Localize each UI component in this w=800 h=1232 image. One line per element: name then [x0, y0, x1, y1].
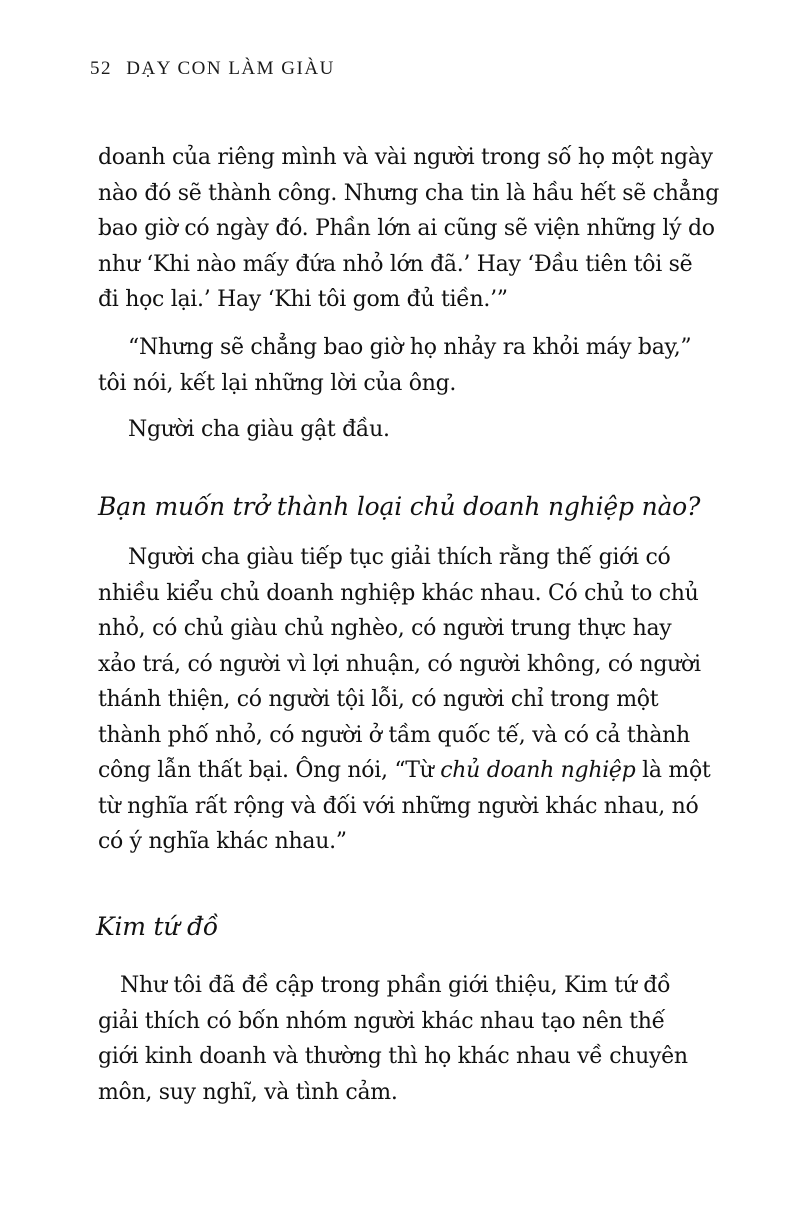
- text-line: bao giờ có ngày đó. Phần lớn ai cũng sẽ viện những lý do: [98, 216, 715, 241]
- italic-term: chủ doanh nghiệp: [440, 758, 636, 783]
- text-line: nào đó sẽ thành công. Nhưng cha tin là hầu hết sẽ chẳng: [98, 180, 720, 206]
- text-line: xảo trá, có người vì lợi nhuận, có người không, có người: [98, 651, 701, 677]
- text-line: “Nhưng sẽ chẳng bao giờ họ nhảy ra khỏi máy bay,”: [128, 335, 692, 360]
- page-number: 52: [90, 58, 112, 79]
- text-line: môn, suy nghĩ, và tình cảm.: [98, 1079, 398, 1105]
- paragraph-quote: [98, 330, 738, 401]
- text-line: nhỏ, có chủ giàu chủ nghèo, có người trung thực hay: [98, 616, 672, 641]
- text-line: từ nghĩa rất rộng và đối với những người khác nhau, nó: [98, 793, 699, 819]
- paragraph-nod: [98, 412, 738, 448]
- book-title: DẠY CON LÀM GIÀU: [126, 58, 335, 79]
- text-line: đi học lại.’ Hay ‘Khi tôi gom đủ tiền.’”: [98, 287, 508, 312]
- text-line: Người cha giàu gật đầu.: [128, 417, 390, 442]
- text-line: thánh thiện, có người tội lỗi, có người chỉ trong một: [98, 687, 659, 712]
- text-segment: công lẫn thất bại. Ông nói, “Từ: [98, 758, 441, 783]
- running-header: [90, 58, 335, 80]
- paragraph-cashflow-quadrant: [98, 968, 738, 1110]
- paragraph-continuation: [98, 140, 738, 318]
- text-line: thành phố nhỏ, có người ở tầm quốc tế, và có cả thành: [98, 722, 690, 748]
- text-line: Như tôi đã đề cập trong phần giới thiệu, Kim tứ đồ: [120, 973, 671, 998]
- paragraph-business-owners: [98, 540, 738, 860]
- text-line: giới kinh doanh và thường thì họ khác nhau về chuyên: [98, 1044, 688, 1069]
- section-heading: Bạn muốn trở thành loại chủ doanh nghiệp nào?: [98, 492, 701, 521]
- text-line: doanh của riêng mình và vài người trong số họ một ngày: [98, 145, 713, 170]
- text-line: như ‘Khi nào mấy đứa nhỏ lớn đã.’ Hay ‘Đầu tiên tôi sẽ: [98, 251, 693, 277]
- text-segment: là một: [635, 758, 711, 783]
- text-line: Người cha giàu tiếp tục giải thích rằng thế giới có: [128, 545, 671, 570]
- text-line: có ý nghĩa khác nhau.”: [98, 829, 347, 854]
- text-line: [98, 753, 738, 789]
- section-heading: Kim tứ đồ: [96, 912, 218, 941]
- text-line: tôi nói, kết lại những lời của ông.: [98, 370, 457, 396]
- text-line: giải thích có bốn nhóm người khác nhau tạo nên thế: [98, 1008, 665, 1034]
- text-line: nhiều kiểu chủ doanh nghiệp khác nhau. Có chủ to chủ: [98, 580, 699, 606]
